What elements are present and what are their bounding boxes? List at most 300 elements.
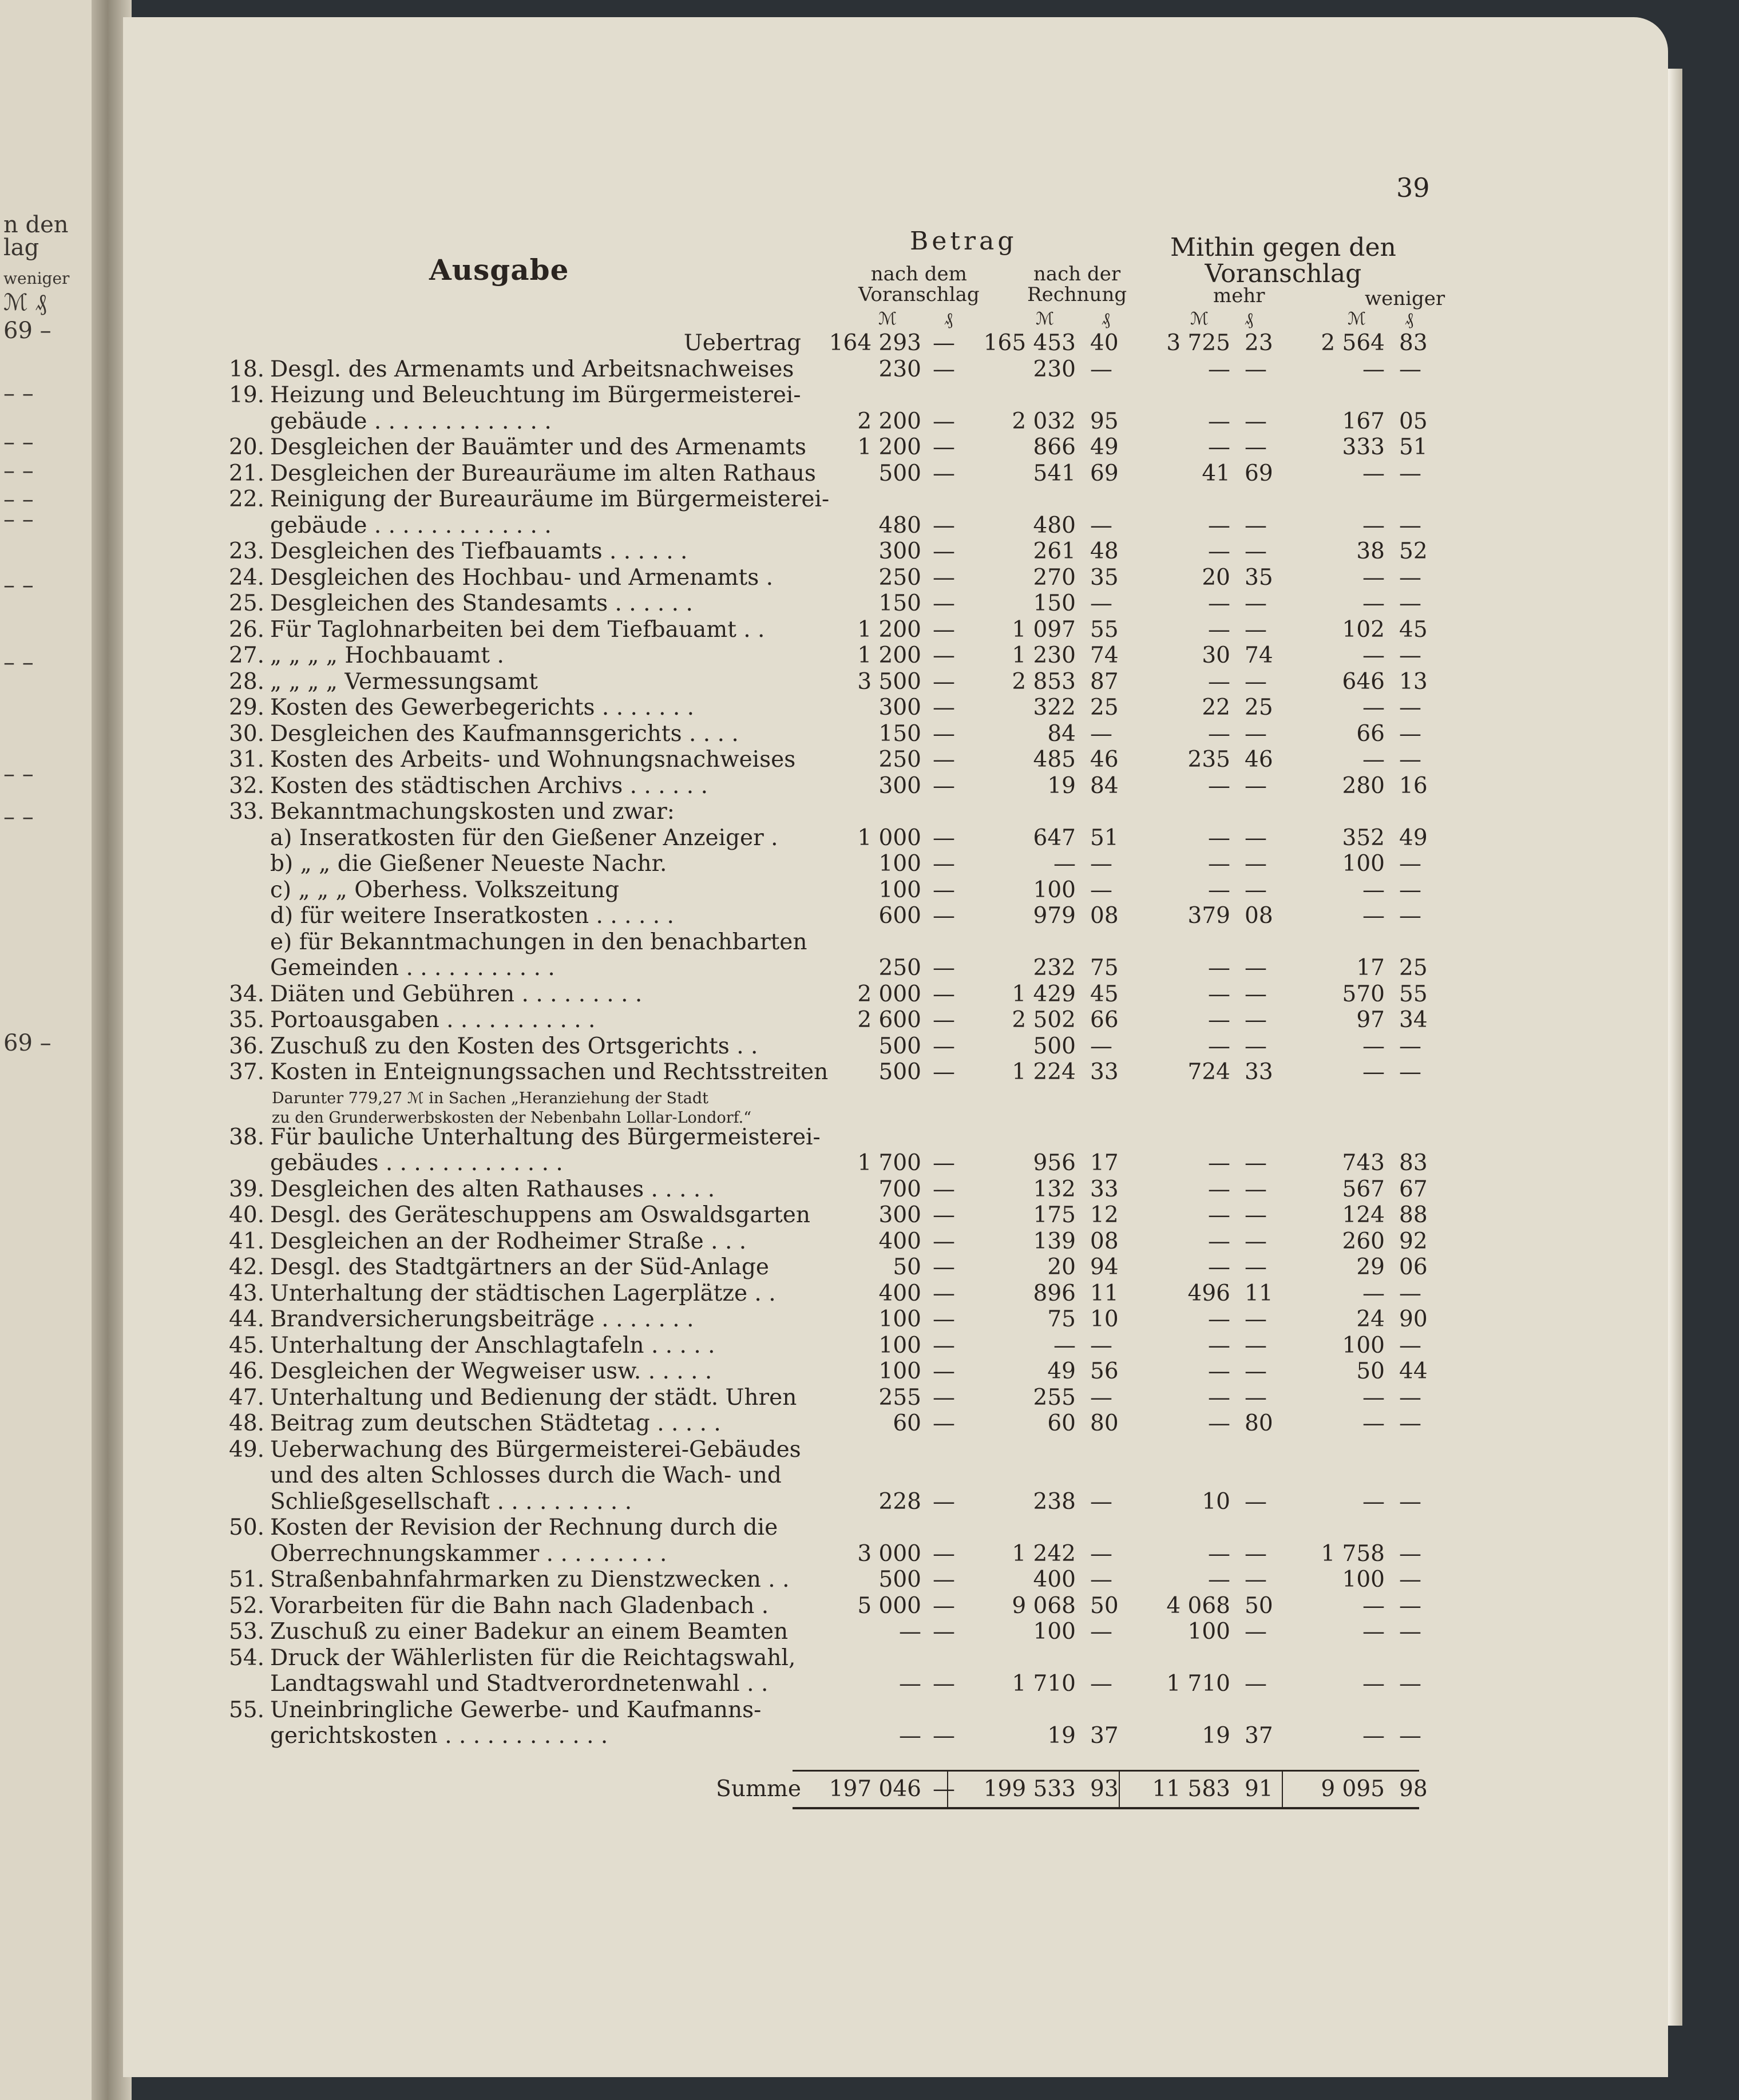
- amount-mark: 84: [1047, 721, 1076, 747]
- row-label: Für bauliche Unterhaltung des Bürgermeisterei-: [270, 1124, 821, 1150]
- amount-pf: —: [933, 1333, 955, 1358]
- amount-pf: —: [1245, 513, 1267, 538]
- amount-mark: 956: [1033, 1150, 1076, 1176]
- row-number: 18.: [229, 356, 265, 382]
- row-label: Oberrechnungskammer . . . . . . . . .: [270, 1541, 667, 1567]
- row-label: Landtagswahl und Stadtverordnetenwahl . .: [270, 1671, 769, 1697]
- amount-pf: —: [933, 851, 955, 877]
- amount-mark: —: [1362, 1593, 1385, 1619]
- amount-pf: —: [1090, 1619, 1112, 1645]
- amount-pf: —: [1090, 513, 1112, 538]
- row-label: Diäten und Gebühren . . . . . . . . .: [270, 981, 643, 1007]
- amount-pf: 56: [1090, 1358, 1119, 1384]
- table-row: [0, 617, 1545, 643]
- row-number: 35.: [229, 1007, 265, 1033]
- amount-pf: —: [1090, 356, 1112, 382]
- row-label: gebäudes . . . . . . . . . . . . .: [270, 1150, 563, 1176]
- amount-pf: 08: [1245, 903, 1273, 929]
- amount-mark: —: [1362, 591, 1385, 616]
- amount-mark: —: [1362, 1619, 1385, 1645]
- unit-header-pf: ₰: [1102, 309, 1110, 329]
- table-row: [0, 513, 1545, 538]
- amount-mark: 250: [878, 747, 921, 772]
- table-row: [0, 1437, 1545, 1463]
- amount-pf: —: [933, 1567, 955, 1592]
- amount-mark: 50: [1356, 1358, 1385, 1384]
- amount-pf: —: [1090, 721, 1112, 747]
- row-label: Desgl. des Geräteschuppens am Oswaldsgarten: [270, 1202, 810, 1228]
- amount-mark: 1 710: [1012, 1671, 1076, 1697]
- row-label: Schließgesellschaft . . . . . . . . . .: [270, 1489, 632, 1515]
- row-label: gebäude . . . . . . . . . . . . .: [270, 513, 552, 538]
- left-fragment: – –: [3, 761, 34, 787]
- amount-pf: —: [1245, 1150, 1267, 1176]
- amount-mark: 60: [1047, 1410, 1076, 1436]
- row-label: Desgleichen an der Rodheimer Straße . . .: [270, 1229, 747, 1254]
- left-fragment: – –: [3, 804, 34, 830]
- amount-pf: —: [933, 330, 955, 356]
- table-row: [0, 669, 1545, 695]
- amount-mark: 1 710: [1166, 1671, 1230, 1697]
- table-row: [0, 904, 1545, 929]
- amount-pf: —: [1399, 1541, 1421, 1567]
- amount-mark: 3 000: [857, 1541, 921, 1567]
- amount-mark: 866: [1033, 434, 1076, 460]
- table-row: [0, 357, 1545, 382]
- amount-pf: —: [933, 409, 955, 434]
- table-row: [0, 1385, 1545, 1410]
- amount-pf: —: [1399, 1385, 1421, 1410]
- amount-mark: —: [1362, 877, 1385, 903]
- amount-pf: —: [1245, 356, 1267, 382]
- table-row: [0, 982, 1545, 1007]
- amount-pf: —: [933, 356, 955, 382]
- amount-pf: 66: [1090, 1007, 1119, 1033]
- left-fragment: n den: [3, 212, 69, 238]
- row-label: gebäude . . . . . . . . . . . . .: [270, 409, 552, 434]
- amount-mark: 132: [1033, 1176, 1076, 1202]
- amount-pf: —: [933, 1150, 955, 1176]
- amount-pf: —: [1399, 461, 1421, 486]
- amount-pf: —: [1245, 1385, 1267, 1410]
- row-label: Reinigung der Bureauräume im Bürgermeisterei-: [270, 486, 830, 512]
- amount-pf: —: [933, 1723, 955, 1749]
- amount-pf: —: [933, 825, 955, 851]
- table-row: [0, 1151, 1545, 1176]
- unit-header-pf: ₰: [1245, 309, 1253, 329]
- amount-mark: 100: [878, 1333, 921, 1358]
- amount-pf: 88: [1399, 1202, 1428, 1228]
- amount-pf: 35: [1090, 565, 1119, 591]
- amount-pf: 46: [1245, 747, 1273, 772]
- amount-mark: 230: [878, 356, 921, 382]
- amount-pf: 48: [1090, 538, 1119, 564]
- left-fragment: – –: [3, 572, 34, 599]
- row-label: c) „ „ „ Oberhess. Volkszeitung: [270, 877, 620, 903]
- row-number: 45.: [229, 1333, 265, 1358]
- row-label: Unterhaltung und Bedienung der städt. Uhren: [270, 1385, 797, 1410]
- sum-row: [0, 1777, 1545, 1802]
- amount-mark: 2 600: [857, 1007, 921, 1033]
- amount-pf: 23: [1245, 330, 1273, 356]
- amount-pf: 25: [1090, 695, 1119, 720]
- row-number: 41.: [229, 1229, 265, 1254]
- amount-mark: 1 429: [1012, 981, 1076, 1007]
- amount-mark: 97: [1356, 1007, 1385, 1033]
- amount-mark: 300: [878, 1202, 921, 1228]
- amount-mark: 1 230: [1012, 643, 1076, 668]
- amount-mark: 400: [878, 1281, 921, 1306]
- amount-mark: 3 725: [1166, 330, 1230, 356]
- amount-mark: 235: [1187, 747, 1230, 772]
- amount-pf: —: [1245, 825, 1267, 851]
- sum-pf: 98: [1399, 1776, 1428, 1802]
- amount-pf: —: [1090, 1541, 1112, 1567]
- amount-mark: 333: [1342, 434, 1385, 460]
- amount-pf: —: [1245, 434, 1267, 460]
- row-number: 23.: [229, 538, 265, 564]
- table-row: [0, 1411, 1545, 1436]
- amount-pf: 12: [1090, 1202, 1119, 1228]
- row-number: 24.: [229, 565, 265, 591]
- amount-pf: 08: [1090, 1229, 1119, 1254]
- unit-header-pf: ₰: [944, 309, 953, 329]
- amount-mark: —: [1208, 1176, 1230, 1202]
- amount-pf: —: [1399, 1059, 1421, 1085]
- amount-mark: 5 000: [857, 1593, 921, 1619]
- unit-header-mark: ℳ: [1190, 309, 1209, 329]
- amount-mark: 238: [1033, 1489, 1076, 1515]
- amount-pf: —: [1399, 1333, 1421, 1358]
- amount-pf: —: [933, 903, 955, 929]
- amount-mark: 3 500: [857, 669, 921, 695]
- sum-pf: —: [933, 1776, 955, 1802]
- row-number: 33.: [229, 799, 265, 825]
- sum-rule-top: [793, 1770, 1419, 1772]
- amount-mark: 20: [1202, 565, 1230, 591]
- table-row: [0, 1255, 1545, 1280]
- table-row: [0, 1489, 1545, 1515]
- table-row: [0, 1229, 1545, 1254]
- amount-mark: 228: [878, 1489, 921, 1515]
- row-label: b) „ „ die Gießener Neueste Nachr.: [270, 851, 667, 877]
- row-number: 31.: [229, 747, 265, 772]
- amount-pf: —: [933, 1410, 955, 1436]
- left-fragment: 69 –: [3, 318, 52, 344]
- amount-pf: 69: [1245, 461, 1273, 486]
- row-label: Portoausgaben . . . . . . . . . . .: [270, 1007, 596, 1033]
- amount-pf: 74: [1090, 643, 1119, 668]
- amount-pf: —: [933, 695, 955, 720]
- row-number: 39.: [229, 1176, 265, 1202]
- amount-pf: —: [1245, 1306, 1267, 1332]
- amount-pf: 46: [1090, 747, 1119, 772]
- amount-pf: —: [1399, 1410, 1421, 1436]
- amount-mark: —: [1208, 877, 1230, 903]
- table-row: [0, 1567, 1545, 1592]
- amount-mark: 2 853: [1012, 669, 1076, 695]
- row-number: 34.: [229, 981, 265, 1007]
- amount-pf: —: [1245, 669, 1267, 695]
- amount-pf: —: [1245, 955, 1267, 981]
- amount-mark: 1 758: [1321, 1541, 1385, 1567]
- amount-mark: 2 200: [857, 409, 921, 434]
- row-label: Desgleichen der Wegweiser usw. . . . . .: [270, 1358, 712, 1384]
- table-row: [0, 1333, 1545, 1358]
- amount-mark: —: [1208, 1007, 1230, 1033]
- amount-pf: —: [933, 1358, 955, 1384]
- amount-mark: —: [899, 1619, 921, 1645]
- row-number: 51.: [229, 1567, 265, 1592]
- amount-pf: —: [933, 1593, 955, 1619]
- row-number: 28.: [229, 669, 265, 695]
- row-number: 22.: [229, 486, 265, 512]
- table-row: [0, 851, 1545, 877]
- amount-pf: —: [933, 1619, 955, 1645]
- amount-mark: 1 097: [1012, 617, 1076, 643]
- amount-pf: —: [933, 434, 955, 460]
- amount-pf: 13: [1399, 669, 1428, 695]
- amount-mark: 102: [1342, 617, 1385, 643]
- amount-mark: 75: [1047, 1306, 1076, 1332]
- amount-pf: 44: [1399, 1358, 1428, 1384]
- table-row: [0, 1671, 1545, 1697]
- amount-pf: —: [1399, 877, 1421, 903]
- amount-pf: —: [1245, 1333, 1267, 1358]
- sum-divider-1: [947, 1770, 948, 1807]
- amount-pf: 06: [1399, 1254, 1428, 1280]
- header-voranschlag: nach dem Voranschlag: [858, 263, 980, 306]
- row-note: Darunter 779,27 ℳ in Sachen „Heranziehung der Stadt: [272, 1089, 709, 1107]
- amount-mark: —: [1208, 721, 1230, 747]
- amount-pf: —: [1245, 617, 1267, 643]
- amount-mark: —: [1053, 851, 1076, 877]
- amount-pf: —: [933, 1033, 955, 1059]
- table-row: [0, 930, 1545, 955]
- amount-mark: —: [1208, 1202, 1230, 1228]
- row-number: 40.: [229, 1202, 265, 1228]
- unit-header-mark: ℳ: [1348, 309, 1366, 329]
- row-label: Desgleichen des Kaufmannsgerichts . . . .: [270, 721, 739, 747]
- amount-pf: 74: [1245, 643, 1273, 668]
- amount-mark: 485: [1033, 747, 1076, 772]
- amount-pf: —: [1399, 1593, 1421, 1619]
- amount-pf: —: [933, 721, 955, 747]
- table-row: [0, 695, 1545, 720]
- amount-pf: 16: [1399, 773, 1428, 799]
- amount-mark: 480: [1033, 513, 1076, 538]
- amount-pf: —: [933, 1385, 955, 1410]
- amount-pf: 40: [1090, 330, 1119, 356]
- amount-pf: —: [1090, 1333, 1112, 1358]
- amount-pf: 84: [1090, 773, 1119, 799]
- amount-mark: —: [1362, 1033, 1385, 1059]
- row-note: zu den Grunderwerbskosten der Nebenbahn Lollar-Londorf.“: [272, 1109, 752, 1127]
- amount-mark: 100: [1342, 1567, 1385, 1592]
- amount-mark: —: [1208, 591, 1230, 616]
- amount-mark: 2 564: [1321, 330, 1385, 356]
- amount-pf: 80: [1245, 1410, 1273, 1436]
- amount-mark: 29: [1356, 1254, 1385, 1280]
- table-row: [0, 1619, 1545, 1645]
- amount-mark: —: [1208, 825, 1230, 851]
- amount-mark: 743: [1342, 1150, 1385, 1176]
- row-label: Desgleichen des Hochbau- und Armenamts .: [270, 565, 774, 591]
- amount-pf: —: [1245, 1229, 1267, 1254]
- amount-mark: 496: [1187, 1281, 1230, 1306]
- amount-mark: 280: [1342, 773, 1385, 799]
- amount-pf: 83: [1399, 330, 1428, 356]
- header-mithin: Mithin gegen den Voranschlag: [1170, 233, 1396, 289]
- amount-mark: —: [1208, 356, 1230, 382]
- amount-mark: 4 068: [1166, 1593, 1230, 1619]
- table-row: [0, 1723, 1545, 1749]
- amount-mark: 270: [1033, 565, 1076, 591]
- amount-pf: 33: [1090, 1059, 1119, 1085]
- amount-mark: 400: [1033, 1567, 1076, 1592]
- amount-mark: 300: [878, 538, 921, 564]
- table-row: [0, 331, 1545, 356]
- row-number: 49.: [229, 1437, 265, 1463]
- header-rechnung: nach der Rechnung: [1027, 263, 1127, 306]
- amount-pf: —: [1399, 903, 1421, 929]
- row-number: 27.: [229, 643, 265, 668]
- amount-mark: 647: [1033, 825, 1076, 851]
- row-label: Straßenbahnfahrmarken zu Dienstzwecken . .: [270, 1567, 790, 1592]
- amount-mark: 500: [878, 1567, 921, 1592]
- amount-mark: —: [1362, 461, 1385, 486]
- amount-mark: —: [1208, 1254, 1230, 1280]
- table-row: [0, 1463, 1545, 1488]
- amount-mark: —: [1362, 1059, 1385, 1085]
- row-number: 53.: [229, 1619, 265, 1645]
- row-number: 26.: [229, 617, 265, 643]
- row-label: Desgleichen des Tiefbauamts . . . . . .: [270, 538, 688, 564]
- amount-mark: 2 032: [1012, 409, 1076, 434]
- row-label: Heizung und Beleuchtung im Bürgermeisterei-: [270, 382, 801, 408]
- amount-mark: —: [1208, 1229, 1230, 1254]
- amount-pf: 37: [1245, 1723, 1273, 1749]
- table-row: [0, 1646, 1545, 1671]
- amount-pf: —: [1399, 721, 1421, 747]
- row-label: Desgl. des Stadtgärtners an der Süd-Anlage: [270, 1254, 769, 1280]
- amount-mark: 24: [1356, 1306, 1385, 1332]
- amount-pf: —: [933, 1254, 955, 1280]
- amount-pf: —: [1090, 1489, 1112, 1515]
- amount-mark: 300: [878, 773, 921, 799]
- amount-pf: —: [933, 643, 955, 668]
- table-row: [0, 1281, 1545, 1306]
- amount-mark: 19: [1202, 1723, 1230, 1749]
- amount-pf: —: [1399, 1489, 1421, 1515]
- amount-pf: —: [1399, 1619, 1421, 1645]
- amount-mark: 66: [1356, 721, 1385, 747]
- left-fragment: – –: [3, 486, 34, 513]
- amount-pf: 52: [1399, 538, 1428, 564]
- row-number: 42.: [229, 1254, 265, 1280]
- amount-pf: —: [933, 1489, 955, 1515]
- amount-mark: 1 242: [1012, 1541, 1076, 1567]
- table-row: [0, 1698, 1545, 1723]
- left-fragment: – –: [3, 506, 34, 533]
- row-label: Kosten des Arbeits- und Wohnungsnachweises: [270, 747, 796, 772]
- amount-mark: 230: [1033, 356, 1076, 382]
- table-row: [0, 643, 1545, 668]
- amount-pf: 51: [1399, 434, 1428, 460]
- amount-mark: —: [899, 1671, 921, 1697]
- amount-pf: —: [1245, 1358, 1267, 1384]
- left-fragment: lag: [3, 235, 39, 261]
- amount-mark: —: [1362, 695, 1385, 720]
- amount-mark: —: [1362, 747, 1385, 772]
- amount-pf: —: [933, 955, 955, 981]
- amount-pf: —: [933, 617, 955, 643]
- amount-mark: 20: [1047, 1254, 1076, 1280]
- row-label: Bekanntmachungskosten und zwar:: [270, 799, 675, 825]
- row-number: 44.: [229, 1306, 265, 1332]
- amount-mark: —: [1208, 1567, 1230, 1592]
- amount-pf: —: [1245, 1033, 1267, 1059]
- left-fragment: weniger: [3, 269, 70, 288]
- amount-pf: 94: [1090, 1254, 1119, 1280]
- amount-mark: 255: [878, 1385, 921, 1410]
- table-row: [0, 747, 1545, 772]
- amount-mark: —: [1208, 955, 1230, 981]
- row-number: 55.: [229, 1697, 265, 1723]
- amount-mark: —: [1208, 1410, 1230, 1436]
- row-label: „ „ „ „ Vermessungsamt: [270, 669, 538, 695]
- amount-pf: —: [933, 538, 955, 564]
- amount-pf: —: [1399, 513, 1421, 538]
- amount-pf: 90: [1399, 1306, 1428, 1332]
- amount-pf: —: [933, 1229, 955, 1254]
- amount-mark: —: [1362, 643, 1385, 668]
- amount-mark: 165 453: [983, 330, 1076, 356]
- table-row: [0, 1034, 1545, 1059]
- row-label: gerichtskosten . . . . . . . . . . . .: [270, 1723, 608, 1749]
- amount-mark: 1 200: [857, 643, 921, 668]
- amount-pf: —: [933, 1671, 955, 1697]
- amount-mark: —: [1208, 1306, 1230, 1332]
- table-row: [0, 461, 1545, 486]
- table-row: [0, 1307, 1545, 1332]
- amount-mark: —: [1208, 1333, 1230, 1358]
- amount-mark: 164 293: [829, 330, 921, 356]
- amount-pf: 51: [1090, 825, 1119, 851]
- amount-mark: 100: [1342, 1333, 1385, 1358]
- table-row: [0, 435, 1545, 460]
- amount-pf: 37: [1090, 1723, 1119, 1749]
- amount-mark: —: [1362, 903, 1385, 929]
- table-row: [0, 956, 1545, 981]
- row-number: 30.: [229, 721, 265, 747]
- amount-pf: —: [1399, 1567, 1421, 1592]
- amount-pf: —: [1245, 1202, 1267, 1228]
- amount-pf: —: [1399, 356, 1421, 382]
- amount-mark: —: [1208, 1358, 1230, 1384]
- table-row: [0, 1008, 1545, 1033]
- row-label: Druck der Wählerlisten für die Reichtagswahl,: [270, 1645, 796, 1671]
- amount-pf: 11: [1090, 1281, 1119, 1306]
- amount-mark: 100: [1342, 851, 1385, 877]
- row-label: Brandversicherungsbeiträge . . . . . . .: [270, 1306, 694, 1332]
- amount-pf: 10: [1090, 1306, 1119, 1332]
- row-number: 20.: [229, 434, 265, 460]
- amount-mark: 30: [1202, 643, 1230, 668]
- row-number: 38.: [229, 1124, 265, 1150]
- row-label: Desgl. des Armenamts und Arbeitsnachweises: [270, 356, 794, 382]
- amount-mark: 250: [878, 955, 921, 981]
